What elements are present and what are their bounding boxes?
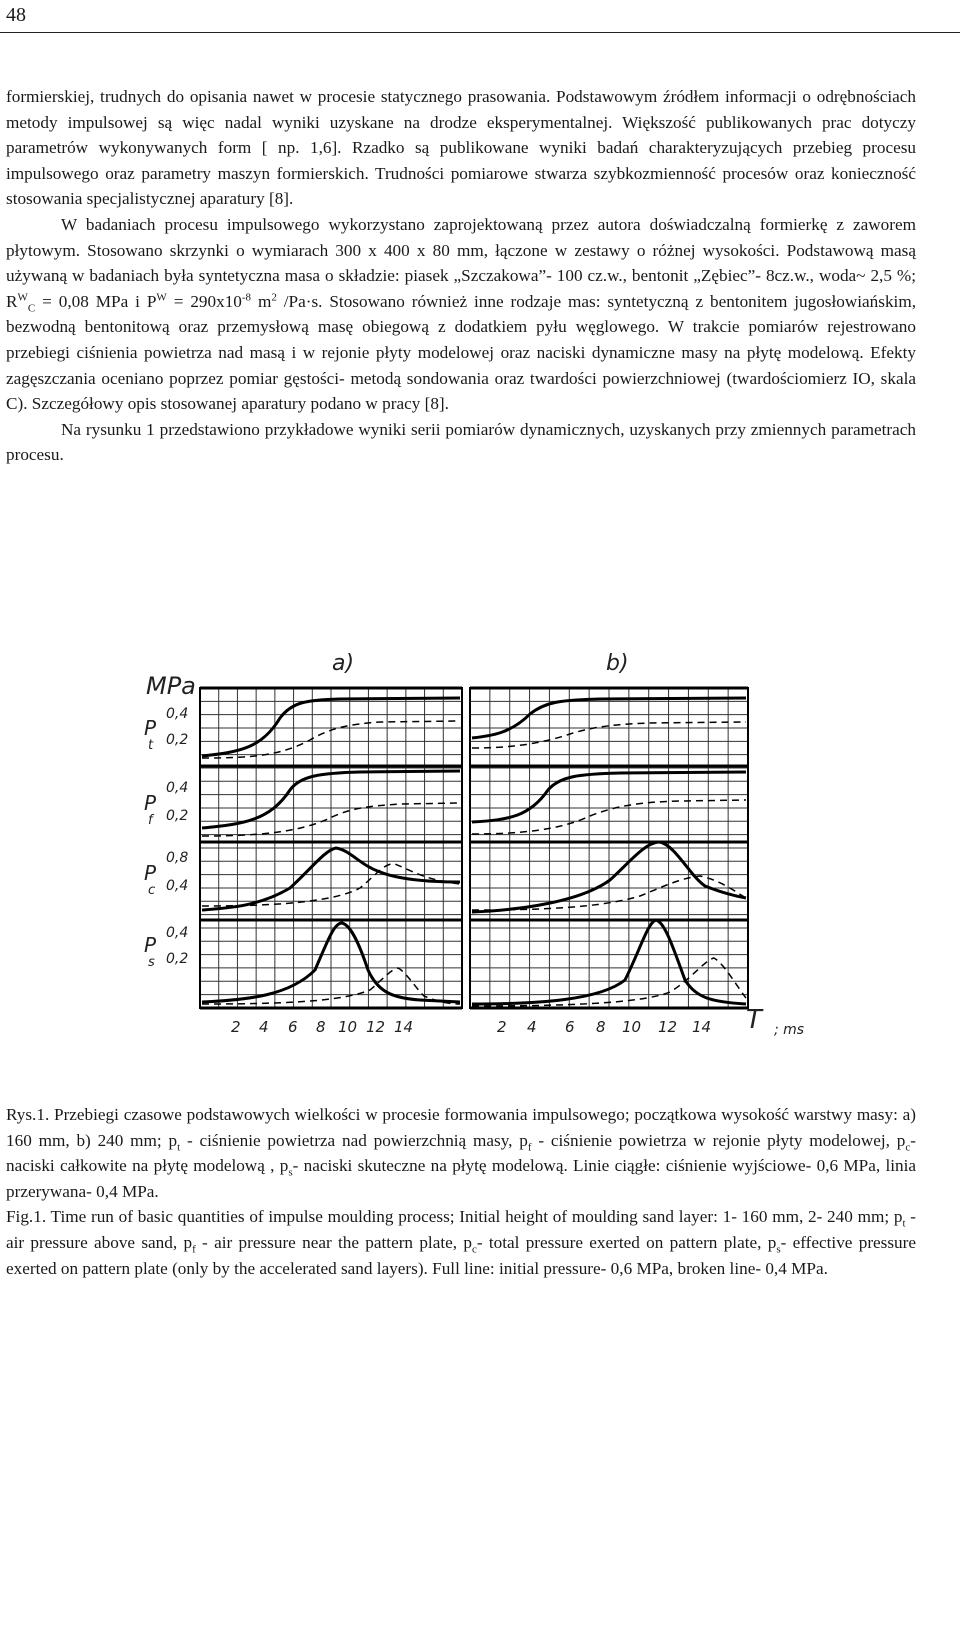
- pc-symbol: P: [144, 861, 157, 885]
- header-rule: [0, 32, 960, 33]
- cap-en-sub-s: s: [776, 1243, 781, 1256]
- xa-tick-8: 8: [316, 1018, 326, 1036]
- xa-tick-10: 10: [338, 1018, 358, 1036]
- cap-pl-sub-t: t: [177, 1141, 181, 1154]
- pf-tick-hi: 0,4: [166, 780, 189, 796]
- xb-tick-14: 14: [692, 1018, 712, 1036]
- x-ticks-b: [497, 1018, 711, 1036]
- pw-sup: W: [156, 291, 167, 304]
- figure-curves: [202, 698, 746, 1006]
- cap-pl-c: - ciśnienie powietrza w rejonie płyty modelowej, p: [531, 1130, 906, 1150]
- p2-text-b: = 0,08 MPa i P: [35, 291, 157, 311]
- caption-english: [6, 1204, 916, 1281]
- panel-a-grid: [200, 688, 462, 1008]
- ps-symbol: P: [144, 933, 157, 957]
- cap-en-a: Fig.1. Time run of basic quantities of impulse moulding process; Initial height of moulding sand layer: 1- 160 mm, 2- 240 mm; p: [6, 1207, 903, 1227]
- exp-sup: -8: [241, 291, 252, 304]
- paragraph-2: [6, 212, 916, 417]
- figure-caption: [6, 1102, 916, 1281]
- caption-polish: [6, 1102, 916, 1204]
- row-label-pc: [144, 850, 188, 898]
- figure-1-svg: [0, 640, 960, 1080]
- pt-tick-hi: 0,4: [166, 706, 189, 722]
- cap-pl-e: - naciski skuteczne na płytę modelową. Linie ciągłe: ciśnienie wyjściowe- 0,6 MPa, linia przerywana- 0,4 MPa.: [6, 1156, 916, 1201]
- pc-tick-hi: 0,8: [166, 850, 189, 866]
- pt-symbol: P: [144, 716, 157, 740]
- pt-sub: t: [148, 738, 154, 753]
- cap-pl-b: - ciśnienie powietrza nad powierzchnią masy, p: [180, 1130, 528, 1150]
- pc-sub: c: [148, 883, 156, 898]
- m2-sup: 2: [271, 291, 277, 304]
- cap-pl-a: Rys.1. Przebiegi czasowe podstawowych wielkości w procesie formowania impulsowego; początkowa wysokość warstwy masy: a) 160 mm, b) 240 mm; p: [6, 1105, 916, 1150]
- paragraph-1: formierskiej, trudnych do opisania nawet w procesie statycznego prasowania. Podstawowym źródłem informacji o odrębnościach metody impulsowej są więc nadal wyniki uzyskane na drodze eksperymentalnej. Większość publikowanych prac dotyczy parametrów wykonywanych form [ np. 1,6]. Rzadko są publikowane wyniki badań charakteryzujących przebieg procesu impulsowego oraz parametry maszyn formierskich. Trudności pomiarowe stwarza szybkozmienność procesów oraz konieczność stosowania specjalistycznej aparatury [8].: [6, 87, 916, 209]
- xb-tick-2: 2: [497, 1018, 507, 1036]
- time-symbol: T: [746, 1005, 762, 1035]
- time-unit: ; ms: [774, 1022, 805, 1038]
- row-label-pt: [144, 706, 188, 753]
- xb-tick-12: 12: [658, 1018, 678, 1036]
- cap-en-c: - air pressure near the pattern plate, p: [195, 1232, 472, 1252]
- pf-symbol: P: [144, 791, 157, 815]
- cap-en-sub-t: t: [902, 1217, 906, 1230]
- xb-tick-8: 8: [596, 1018, 606, 1036]
- xa-tick-2: 2: [231, 1018, 241, 1036]
- p2-text-c: = 290x10: [166, 291, 242, 311]
- rc-sub: C: [27, 302, 36, 315]
- cap-pl-d: - naciski całkowite na płytę modelową , p: [6, 1130, 916, 1176]
- p2-text-d: m: [251, 291, 272, 311]
- row-label-ps: [144, 925, 188, 970]
- ps-tick-lo: 0,2: [166, 951, 189, 967]
- row-label-pf: [144, 780, 188, 828]
- cap-en-sub-f: f: [192, 1243, 196, 1256]
- ps-tick-hi: 0,4: [166, 925, 189, 941]
- body-text: [6, 84, 916, 468]
- cap-pl-sub-c: c: [905, 1141, 911, 1154]
- ps-sub: s: [148, 955, 155, 970]
- figure-1: [0, 640, 960, 1080]
- xa-tick-4: 4: [259, 1018, 269, 1036]
- xa-tick-6: 6: [288, 1018, 298, 1036]
- cap-pl-sub-f: f: [527, 1141, 532, 1154]
- p2-text-e: /Pa·s. Stosowano również inne rodzaje mas: syntetyczną z bentonitem jugosłowiańskim, bezwodną bentonitową oraz przemysłową masę obiegową z dodatkiem pyłu węglowego. W trakcie pomiarów rejestrowano przebiegi ciśnienia powietrza nad masą i w rejonie płyty modelowej oraz naciski dynamiczne masy na płytę modelową. Efekty zagęszczania oceniano poprzez pomiar gęstości- metodą sondowania oraz twardości powierzchniowej (twardościomierz IO, skala C). Szczegółowy opis stosowanej aparatury podano w pracy [8].: [6, 291, 916, 414]
- panel-b-label: b): [606, 651, 629, 676]
- cap-en-e: - effective pressure exerted on pattern plate (only by the accelerated sand layers). Full line: initial pressure- 0,6 MPa, broken line- 0,4 MPa.: [6, 1232, 916, 1278]
- x-ticks-a: [231, 1018, 413, 1036]
- cap-pl-sub-s: s: [288, 1166, 293, 1179]
- pf-sub: f: [148, 813, 153, 828]
- rc-sup: W: [17, 291, 28, 304]
- cap-en-b: - air pressure above sand, p: [6, 1207, 916, 1252]
- pf-tick-lo: 0,2: [166, 808, 189, 824]
- unit-label: MPa: [146, 672, 196, 700]
- cap-en-d: - total pressure exerted on pattern plate, p: [476, 1232, 777, 1252]
- xa-tick-14: 14: [394, 1018, 414, 1036]
- panel-b-grid: [470, 688, 748, 1008]
- pt-tick-lo: 0,2: [166, 732, 189, 748]
- paragraph-3: Na rysunku 1 przedstawiono przykładowe wyniki serii pomiarów dynamicznych, uzyskanych przy zmiennych parametrach procesu.: [6, 419, 916, 465]
- panel-a-label: a): [332, 651, 355, 676]
- cap-en-sub-c: c: [471, 1243, 477, 1256]
- pc-tick-lo: 0,4: [166, 878, 189, 894]
- xa-tick-12: 12: [366, 1018, 386, 1036]
- page-number: 48: [6, 4, 26, 26]
- xb-tick-6: 6: [565, 1018, 575, 1036]
- xb-tick-10: 10: [622, 1018, 642, 1036]
- xb-tick-4: 4: [527, 1018, 537, 1036]
- p2-text-a: W badaniach procesu impulsowego wykorzystano zaprojektowaną przez autora doświadczalną formierkę z zaworem płytowym. Stosowano skrzynki o wymiarach 300 x 400 x 80 mm, łączone w zestawy o różnej wysokości. Podstawową masą używaną w badaniach była syntetyczna masa o składzie: piasek „Szczakowa”- 100 cz.w., bentonit „Zębiec”- 8cz.w., woda~ 2,5 %; R: [6, 214, 916, 311]
